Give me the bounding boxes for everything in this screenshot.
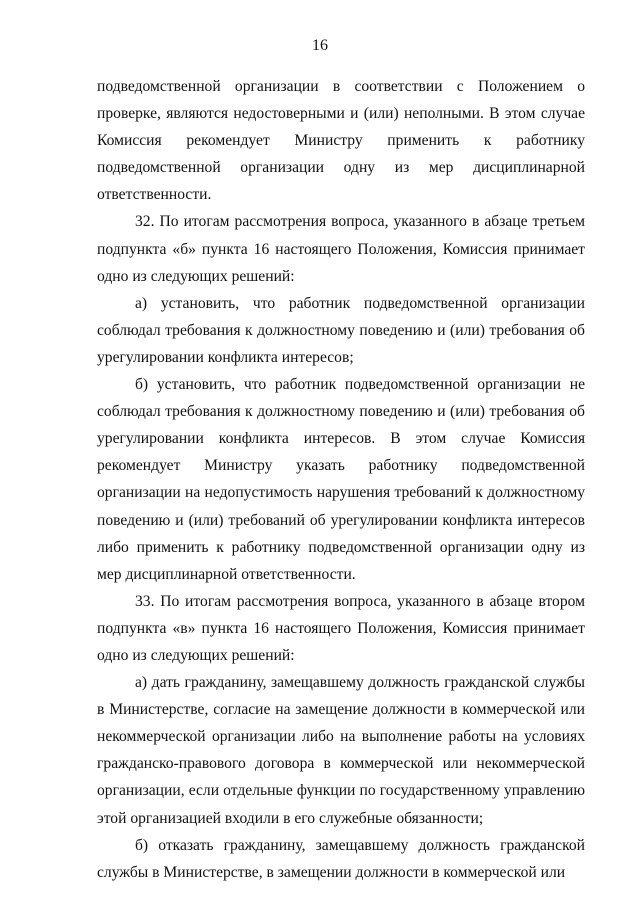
document-body bbox=[97, 73, 585, 886]
paragraph-item-33-b: б) отказать гражданину, замещавшему должность гражданской службы в Министерстве, в замещении должности в коммерческой или bbox=[97, 836, 585, 881]
paragraph-item-32-b: б) установить, что работник подведомственной организации не соблюдал требования к должностному поведению и (или) требования об урегулировании конфликта интересов. В этом случае Комиссия рекомендует Министру указать работнику подведомственной организации на недопустимость нарушения требований к должностному поведению и (или) требований об урегулировании конфликта интересов либо применить к работнику подведомственной организации одну из мер дисциплинарной ответственности. bbox=[97, 376, 585, 583]
page-number: 16 bbox=[312, 37, 328, 54]
paragraph-item-33-a: а) дать гражданину, замещавшему должность гражданской службы в Министерстве, согласие на замещение должности в коммерческой или некоммерческой организации либо на выполнение работы на условиях гражданско-правового договора в коммерческой или некоммерческой организации, если отдельные функции по государственному управлению этой организацией входили в его служебные обязанности; bbox=[97, 674, 585, 827]
paragraph-continuation: подведомственной организации в соответствии с Положением о проверке, являются недостоверными и (или) неполными. В этом случае Комиссия рекомендует Министру применить к работнику подведомственной организации одну из мер дисциплинарной ответственности. bbox=[97, 78, 585, 204]
paragraph-item-32: 32. По итогам рассмотрения вопроса, указанного в абзаце третьем подпункта «б» пункта 16 настоящего Положения, Комиссия принимает одно из следующих решений: bbox=[97, 213, 585, 285]
paragraph-item-32-a: а) установить, что работник подведомственной организации соблюдал требования к должностному поведению и (или) требования об урегулировании конфликта интересов; bbox=[97, 294, 585, 366]
paragraph-item-33: 33. По итогам рассмотрения вопроса, указанного в абзаце втором подпункта «в» пункта 16 настоящего Положения, Комиссия принимает одно из следующих решений: bbox=[97, 592, 585, 664]
